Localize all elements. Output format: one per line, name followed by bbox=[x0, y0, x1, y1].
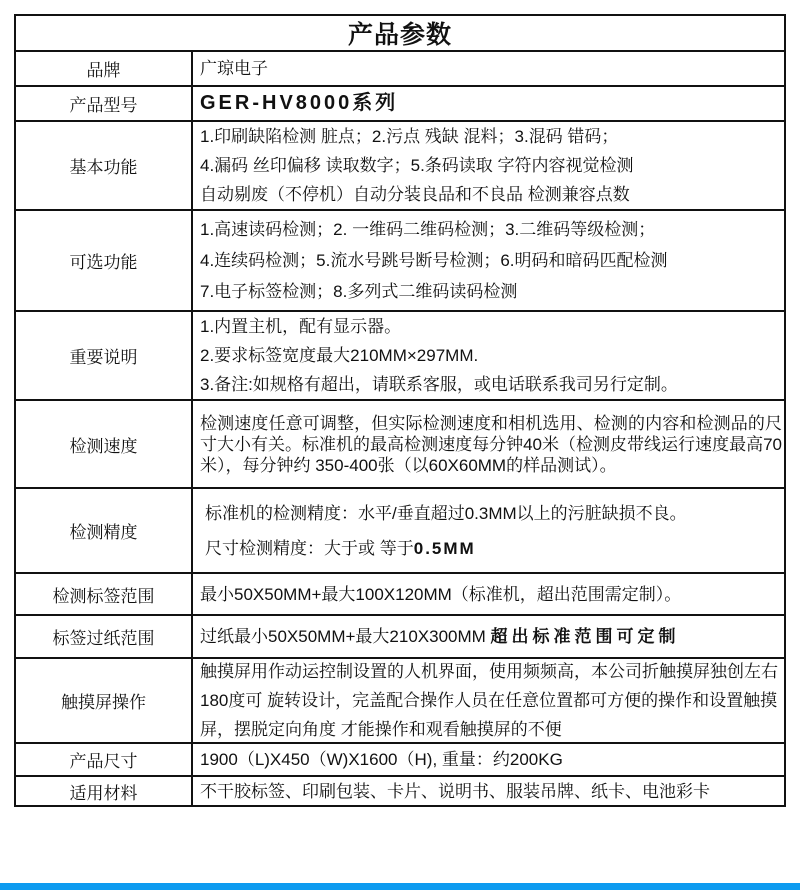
value-line: 7.电子标签检测；8.多列式二维码读码检测 bbox=[200, 282, 518, 301]
table-row-basic-functions bbox=[16, 120, 784, 209]
row-label-model: 产品型号 bbox=[16, 87, 193, 120]
table-row-touchscreen bbox=[16, 657, 784, 742]
row-value-label-detect-range bbox=[193, 574, 784, 614]
value-line: 1.内置主机，配有显示器。 bbox=[200, 317, 402, 336]
table-row-applicable-materials bbox=[16, 775, 784, 805]
value-line: GER-HV8000系列 bbox=[200, 92, 399, 114]
row-value-detection-speed bbox=[193, 401, 784, 487]
table-row-label-detect-range bbox=[16, 572, 784, 614]
value-line: 3.备注:如规格有超出，请联系客服，或电话联系我司另行定制。 bbox=[200, 375, 678, 394]
row-value-touchscreen bbox=[193, 659, 784, 742]
value-line: 4.漏码 丝印偏移 读取数字；5.条码读取 字符内容视觉检测 bbox=[200, 156, 634, 175]
row-label-optional-functions: 可选功能 bbox=[16, 211, 193, 310]
row-label-basic-functions: 基本功能 bbox=[16, 122, 193, 209]
table-title-row bbox=[16, 16, 784, 50]
value-line: 过纸最小50X50MM+最大210X300MM 超出标准范围可定制 bbox=[200, 627, 680, 646]
value-line: 1900（L)X450（W)X1600（H), 重量：约200KG bbox=[200, 750, 563, 769]
product-spec-table bbox=[14, 14, 786, 807]
row-label-brand: 品牌 bbox=[16, 52, 193, 85]
table-row-model bbox=[16, 85, 784, 120]
row-value-paper-range bbox=[193, 616, 784, 657]
value-paragraph: 触摸屏用作动运控制设置的人机界面，使用频频高，本公司折触摸屏独创左右180度可 旋转设计，完盖配合操作人员在任意位置都可方便的操作和设置触摸屏，摆脱定向角度 才能操作和观看触摸屏的不便 bbox=[200, 662, 778, 739]
row-value-basic-functions bbox=[193, 122, 784, 209]
value-line: 自动剔废（不停机）自动分装良品和不良品 检测兼容点数 bbox=[200, 185, 630, 204]
value-line: 4.连续码检测；5.流水号跳号断号检测；6.明码和暗码匹配检测 bbox=[200, 251, 668, 270]
value-line: 1.高速读码检测；2. 一维码二维码检测；3.二维码等级检测； bbox=[200, 220, 656, 239]
value-line: 最小50X50MM+最大100X120MM（标准机，超出范围需定制）。 bbox=[200, 584, 682, 604]
table-row-detection-precision bbox=[16, 487, 784, 572]
table-row-important-notes bbox=[16, 310, 784, 399]
page-title: 产品参数 bbox=[347, 21, 452, 49]
table-row-product-size bbox=[16, 742, 784, 775]
row-value-product-size bbox=[193, 744, 784, 775]
row-label-paper-range: 标签过纸范围 bbox=[16, 616, 193, 657]
row-value-applicable-materials bbox=[193, 777, 784, 805]
row-value-model bbox=[193, 87, 784, 120]
bottom-accent-bar bbox=[0, 883, 800, 890]
row-label-product-size: 产品尺寸 bbox=[16, 744, 193, 775]
bold-custom-note: 超出标准范围可定制 bbox=[490, 627, 680, 646]
row-value-important-notes bbox=[193, 312, 784, 399]
row-label-detection-precision: 检测精度 bbox=[16, 489, 193, 572]
row-label-applicable-materials: 适用材料 bbox=[16, 777, 193, 805]
row-value-detection-precision bbox=[193, 489, 784, 572]
table-row-detection-speed bbox=[16, 399, 784, 487]
bold-precision-value: 0.5MM bbox=[413, 538, 476, 558]
value-line: 标准机的检测精度：水平/垂直超过0.3MM以上的污脏缺损不良。 bbox=[205, 503, 687, 523]
value-line: 广琼电子 bbox=[200, 59, 268, 78]
row-label-detection-speed: 检测速度 bbox=[16, 401, 193, 487]
row-value-brand bbox=[193, 52, 784, 85]
value-paragraph: 检测速度任意可调整，但实际检测速度和相机选用、检测的内容和检测品的尺寸大小有关。标准机的最高检测速度每分钟40米（检测皮带线运行速度最高70米），每分钟约 350-400张（以60X60MM的样品测试）。 bbox=[200, 413, 782, 475]
value-line: 2.要求标签宽度最大210MM×297MM. bbox=[200, 346, 479, 365]
row-label-touchscreen: 触摸屏操作 bbox=[16, 659, 193, 742]
row-label-important-notes: 重要说明 bbox=[16, 312, 193, 399]
value-line: 不干胶标签、印刷包装、卡片、说明书、服装吊牌、纸卡、电池彩卡 bbox=[200, 781, 710, 801]
table-row-brand bbox=[16, 50, 784, 85]
row-value-optional-functions bbox=[193, 211, 784, 310]
row-label-label-detect-range: 检测标签范围 bbox=[16, 574, 193, 614]
value-line: 尺寸检测精度：大于或 等于0.5MM bbox=[205, 538, 476, 558]
table-row-optional-functions bbox=[16, 209, 784, 310]
table-row-paper-range bbox=[16, 614, 784, 657]
value-line: 1.印刷缺陷检测 脏点；2.污点 残缺 混料；3.混码 错码； bbox=[200, 127, 619, 146]
